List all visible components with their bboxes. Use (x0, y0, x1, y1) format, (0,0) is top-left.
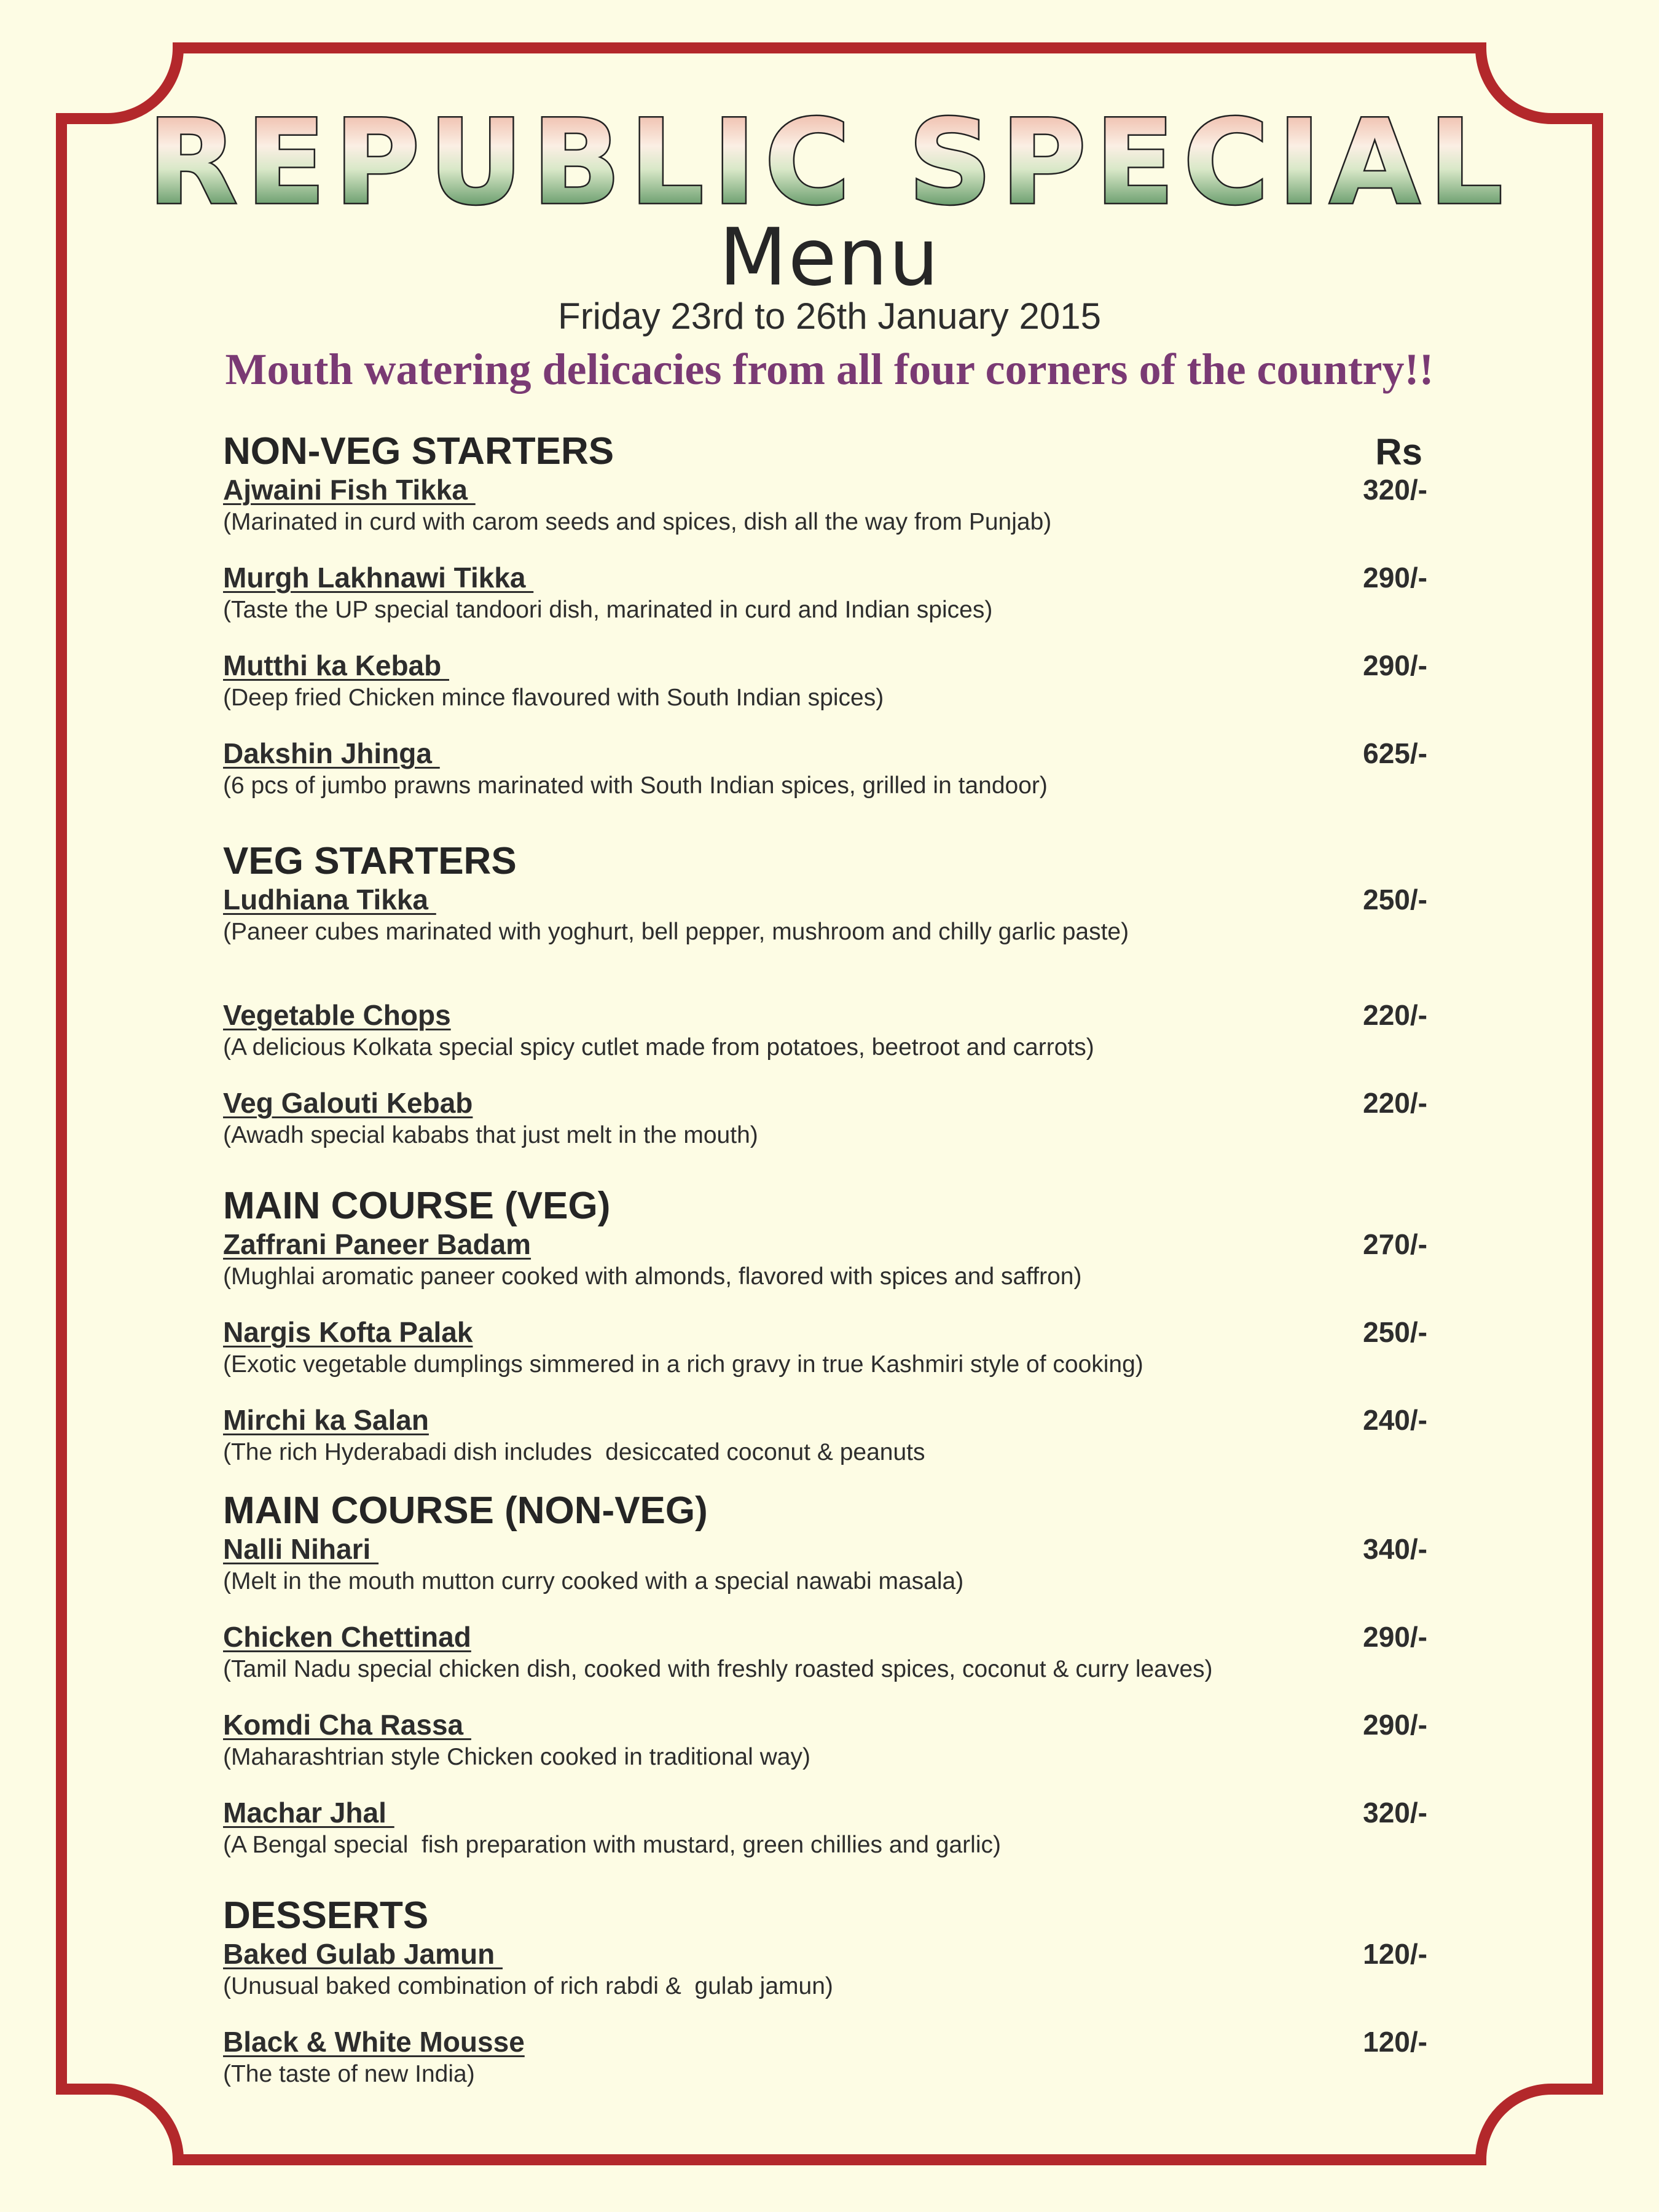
item-name: Mirchi ka Salan (223, 1404, 429, 1436)
item-price: 250/- (1363, 884, 1427, 916)
section-title: VEG STARTERS (223, 840, 517, 882)
item-name: Nalli Nihari (223, 1533, 379, 1565)
menu-item (223, 1403, 1427, 1465)
svg-text:REPUBLIC SPECIAL: REPUBLIC SPECIAL (147, 95, 1512, 230)
item-price: 320/- (1363, 474, 1427, 506)
item-description: (A delicious Kolkata special spicy cutlet made from potatoes, beetroot and carrots) (223, 1034, 1094, 1061)
item-price: 220/- (1363, 999, 1427, 1031)
item-description: (Taste the UP special tandoori dish, marinated in curd and Indian spices) (223, 597, 993, 623)
item-description: (Exotic vegetable dumplings simmered in a rich gravy in true Kashmiri style of cooking) (223, 1351, 1143, 1378)
section-title: DESSERTS (223, 1894, 429, 1937)
menu-item (223, 561, 1427, 649)
item-description: (The rich Hyderabadi dish includes desiccated coconut & peanuts (223, 1439, 925, 1465)
menu-item (223, 1937, 1427, 2025)
menu-item (223, 2025, 1427, 2087)
section-title: MAIN COURSE (NON-VEG) (223, 1489, 708, 1532)
item-name: Baked Gulab Jamun (223, 1938, 503, 1970)
item-description: (Mughlai aromatic paneer cooked with almonds, flavored with spices and saffron) (223, 1263, 1082, 1290)
item-price: 250/- (1363, 1316, 1427, 1348)
section-header (223, 424, 1427, 473)
section-header (223, 1179, 1427, 1228)
item-description: (Paneer cubes marinated with yoghurt, bell pepper, mushroom and chilly garlic paste) (223, 919, 1129, 945)
section-header (223, 834, 1427, 883)
item-name: Ludhiana Tikka (223, 884, 436, 916)
item-name: Machar Jhal (223, 1797, 394, 1829)
item-description: (The taste of new India) (223, 2061, 475, 2087)
item-price: 290/- (1363, 1709, 1427, 1741)
section-spacer (223, 1857, 1427, 1888)
item-name: Chicken Chettinad (223, 1621, 471, 1653)
menu-list (223, 424, 1427, 2087)
item-description: (Unusual baked combination of rich rabdi & gulab jamun) (223, 1973, 833, 1999)
item-description: (Tamil Nadu special chicken dish, cooked with freshly roasted spices, coconut & curry leaves) (223, 1656, 1213, 1682)
item-price: 290/- (1363, 1621, 1427, 1653)
menu-item (223, 1316, 1427, 1403)
menu-item (223, 1620, 1427, 1708)
menu-item (223, 1532, 1427, 1620)
item-price: 120/- (1363, 1938, 1427, 1970)
tagline: Mouth watering delicacies from all four corners of the country!! (225, 345, 1434, 394)
menu-item (223, 473, 1427, 561)
item-price: 240/- (1363, 1404, 1427, 1436)
item-price: 290/- (1363, 649, 1427, 681)
item-description: (6 pcs of jumbo prawns marinated with South Indian spices, grilled in tandoor) (223, 772, 1048, 799)
section-title: MAIN COURSE (VEG) (223, 1185, 611, 1227)
item-price: 290/- (1363, 562, 1427, 594)
item-name: Veg Galouti Kebab (223, 1087, 473, 1119)
item-price: 220/- (1363, 1087, 1427, 1119)
item-name: Murgh Lakhnawi Tikka (223, 562, 534, 594)
item-description: (Melt in the mouth mutton curry cooked with a special nawabi masala) (223, 1568, 964, 1594)
item-name: Black & White Mousse (223, 2026, 525, 2058)
section-header (223, 1888, 1427, 1937)
item-description: (Deep fried Chicken mince flavoured with South Indian spices) (223, 684, 884, 711)
item-price: 120/- (1363, 2026, 1427, 2058)
item-price: 625/- (1363, 737, 1427, 769)
section-spacer (223, 1465, 1427, 1483)
item-name: Komdi Cha Rassa (223, 1709, 471, 1741)
menu-item (223, 998, 1427, 1086)
menu-item (223, 1708, 1427, 1796)
menu-subtitle: Menu (719, 212, 940, 304)
item-description: (Marinated in curd with carom seeds and spices, dish all the way from Punjab) (223, 509, 1052, 535)
section-spacer (223, 798, 1427, 834)
section-header (223, 1483, 1427, 1532)
menu-item (223, 1796, 1427, 1857)
date-range: Friday 23rd to 26th January 2015 (558, 296, 1101, 337)
menu-item (223, 1086, 1427, 1148)
menu-item (223, 737, 1427, 798)
item-name: Dakshin Jhinga (223, 737, 440, 769)
item-description: (A Bengal special fish preparation with mustard, green chillies and garlic) (223, 1832, 1001, 1858)
item-name: Ajwaini Fish Tikka (223, 474, 476, 506)
item-name: Nargis Kofta Palak (223, 1316, 473, 1348)
item-price: 320/- (1363, 1797, 1427, 1829)
item-name: Vegetable Chops (223, 999, 451, 1031)
item-description: (Maharashtrian style Chicken cooked in traditional way) (223, 1744, 810, 1770)
item-name: Mutthi ka Kebab (223, 649, 450, 681)
price-column-header: Rs (1375, 431, 1422, 473)
section-spacer (223, 1148, 1427, 1179)
item-price: 270/- (1363, 1228, 1427, 1260)
item-name: Zaffrani Paneer Badam (223, 1228, 531, 1260)
section-title: NON-VEG STARTERS (223, 430, 614, 473)
menu-item (223, 883, 1427, 998)
item-price: 340/- (1363, 1533, 1427, 1565)
item-description: (Awadh special kababs that just melt in the mouth) (223, 1122, 758, 1148)
menu-item (223, 649, 1427, 737)
menu-item (223, 1228, 1427, 1316)
